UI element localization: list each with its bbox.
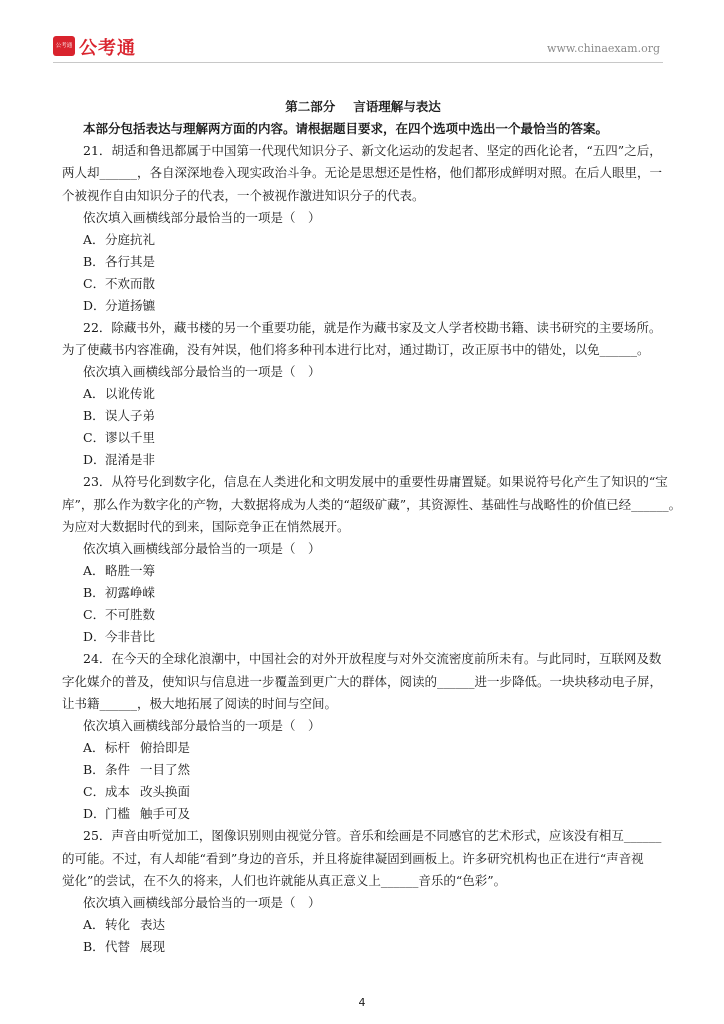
answer-option[interactable] (62, 759, 664, 781)
option-letter: C． (83, 784, 106, 800)
option-text-second: 表达 (140, 917, 166, 933)
question-stem-line: 个被视作自由知识分子的代表，一个被视作激进知识分子的代表。 (62, 187, 425, 203)
option-text: 不可胜数 (105, 607, 156, 623)
answer-option[interactable] (62, 914, 664, 936)
section-title-name: 言语理解与表达 (353, 99, 441, 114)
option-letter: A． (83, 563, 105, 579)
question-stem (62, 317, 664, 362)
option-text: 以讹传讹 (105, 386, 156, 402)
question-prompt: 依次填入画横线部分最恰当的一项是（ ） (83, 718, 321, 734)
option-text: 误人子弟 (105, 408, 156, 424)
option-letter: A． (83, 917, 105, 933)
option-letter: A． (83, 231, 105, 247)
option-text: 各行其是 (105, 253, 156, 269)
logo-badge-icon: 公考通 (53, 36, 75, 56)
answer-option[interactable] (62, 405, 664, 427)
question-stem (62, 471, 682, 538)
site-url: www.chinaexam.org (547, 42, 660, 55)
question-prompt: 依次填入画横线部分最恰当的一项是（ ） (83, 209, 321, 225)
question-block (62, 471, 682, 648)
option-text: 谬以千里 (105, 430, 156, 446)
section-title-part: 第二部分 (285, 99, 336, 114)
question-block (62, 825, 664, 958)
answer-option[interactable] (62, 803, 664, 825)
answer-option[interactable] (62, 295, 664, 317)
question-prompt: 依次填入画横线部分最恰当的一项是（ ） (83, 895, 321, 911)
question-stem-line: 为应对大数据时代的到来，国际竞争正在悄然展开。 (62, 519, 350, 535)
option-text: 略胜一筹 (105, 563, 156, 579)
option-text: 成本 (105, 784, 131, 800)
question-list (62, 140, 682, 958)
logo-text: 公考通 (79, 38, 136, 59)
option-text: 分道扬镳 (105, 297, 156, 313)
option-letter: D． (83, 297, 106, 313)
answer-option[interactable] (62, 737, 664, 759)
option-letter: D． (83, 629, 106, 645)
option-letter: B． (83, 408, 105, 424)
question-stem (62, 825, 664, 892)
option-letter: B． (83, 253, 105, 269)
question-block (62, 140, 664, 317)
option-text: 门槛 (105, 806, 131, 822)
question-stem-line: 21．胡适和鲁迅都属于中国第一代现代知识分子、新文化运动的发起者、坚定的西化论者，“五四”之后， (83, 143, 662, 158)
question-prompt: 依次填入画横线部分最恰当的一项是（ ） (83, 364, 321, 380)
answer-option[interactable] (62, 383, 664, 405)
option-letter: B． (83, 939, 105, 955)
option-text: 不欢而散 (105, 275, 156, 291)
option-letter: D． (83, 452, 106, 468)
question-stem-line: 的可能。不过，有人却能“看到”身边的音乐，并且将旋律凝固到画板上。许多研究机构也正在进行“声音视 (62, 850, 644, 866)
option-text: 今非昔比 (105, 629, 156, 645)
question-stem-line: 字化媒介的普及，使知识与信息进一步覆盖到更广大的群体，阅读的______进一步降低。一块块移动电子屏， (62, 673, 663, 689)
option-text: 标杆 (105, 740, 131, 756)
answer-option[interactable] (62, 936, 664, 958)
option-text: 初露峥嵘 (105, 585, 156, 601)
question-stem (62, 140, 664, 207)
option-text-second: 俯拾即是 (140, 740, 191, 756)
option-letter: C． (83, 607, 106, 623)
document-body (62, 96, 682, 958)
page-number: 4 (358, 996, 366, 1009)
option-text: 条件 (105, 762, 131, 778)
option-letter: A． (83, 386, 105, 402)
answer-option[interactable] (62, 273, 664, 295)
question-stem (62, 648, 664, 715)
question-block (62, 317, 664, 472)
option-text: 分庭抗礼 (105, 231, 156, 247)
header-divider (53, 62, 663, 63)
question-block (62, 648, 664, 825)
option-text-second: 一目了然 (140, 762, 191, 778)
answer-option[interactable] (62, 251, 664, 273)
section-title (62, 96, 664, 118)
question-stem-line: 让书籍______，极大地拓展了阅读的时间与空间。 (62, 695, 338, 711)
option-text-second: 展现 (140, 939, 166, 955)
option-letter: B． (83, 762, 105, 778)
answer-option[interactable] (62, 449, 664, 471)
question-stem-line: 库”，那么作为数字化的产物，大数据将成为人类的“超级矿藏”，其资源性、基础性与战略性的价值已经______。 (62, 496, 682, 512)
option-text: 转化 (105, 917, 131, 933)
section-intro: 本部分包括表达与理解两方面的内容。请根据题目要求，在四个选项中选出一个最恰当的答案。 (83, 121, 609, 136)
question-prompt: 依次填入画横线部分最恰当的一项是（ ） (83, 541, 321, 557)
question-stem-line: 为了使藏书内容准确，没有舛误，他们将多种刊本进行比对，通过勘订，改正原书中的错处，以免______。 (62, 342, 650, 358)
answer-option[interactable] (62, 781, 664, 803)
option-letter: B． (83, 585, 105, 601)
question-stem-line: 25．声音由听觉加工，图像识别则由视觉分管。音乐和绘画是不同感官的艺术形式，应该没有相互______ (83, 828, 662, 844)
option-text-second: 改头换面 (140, 784, 191, 800)
option-letter: C． (83, 430, 106, 446)
answer-option[interactable] (62, 229, 664, 251)
option-letter: C． (83, 275, 106, 291)
question-stem-line: 24．在今天的全球化浪潮中，中国社会的对外开放程度与对外交流密度前所未有。与此同时，互联网及数 (83, 651, 662, 667)
option-text: 代替 (105, 939, 131, 955)
option-letter: D． (83, 806, 106, 822)
option-text: 混淆是非 (105, 452, 156, 468)
answer-option[interactable] (62, 604, 664, 626)
answer-option[interactable] (62, 560, 664, 582)
question-stem-line: 22．除藏书外，藏书楼的另一个重要功能，就是作为藏书家及文人学者校勘书籍、读书研究的主要场所。 (83, 319, 662, 335)
option-text-second: 触手可及 (140, 806, 191, 822)
option-letter: A． (83, 740, 105, 756)
question-stem-line: 23．从符号化到数字化，信息在人类进化和文明发展中的重要性毋庸置疑。如果说符号化产生了知识的“宝 (83, 474, 668, 490)
answer-option[interactable] (62, 427, 664, 449)
page-header (53, 36, 663, 58)
answer-option[interactable] (62, 626, 664, 648)
question-stem-line: 两人却______，各自深深地卷入现实政治斗争。无论是思想还是性格，他们都形成鲜明对照。在后人眼里，一 (62, 165, 663, 181)
question-stem-line: 觉化”的尝试，在不久的将来，人们也许就能从真正意义上______音乐的“色彩”。 (62, 872, 507, 888)
answer-option[interactable] (62, 582, 664, 604)
